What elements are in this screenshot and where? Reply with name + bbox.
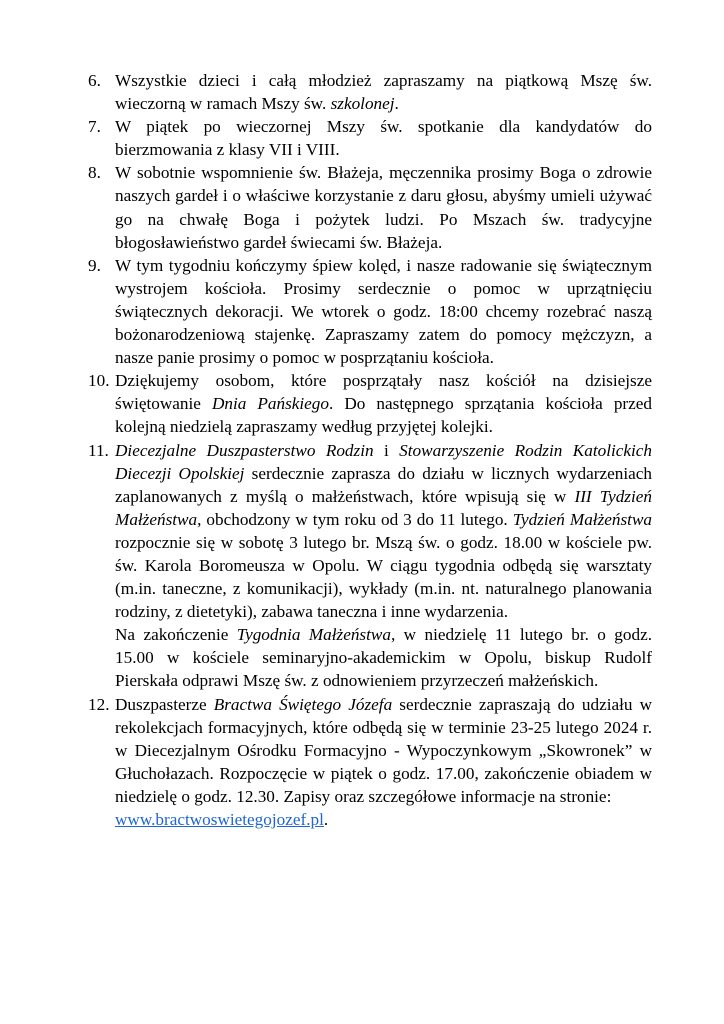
paragraph — [115, 254, 652, 369]
text-run: . Do następnego sprzątania kościoła przed kolejną niedzielą zapraszamy według przyjętej kolejki. — [115, 394, 652, 437]
text-run: W piątek po wieczornej Mszy św. spotkanie dla kandydatów do bierzmowania z klasy VII i VIII. — [115, 117, 652, 160]
text-run: i — [373, 440, 400, 460]
italic-text-run: Stowarzyszenie Rodzin Katolickich Diecezji Opolskiej — [115, 440, 652, 483]
list-number: 7. — [88, 117, 101, 137]
text-run: , w niedzielę 11 lutego br. o godz. 15.00 w kościele seminaryjno-akademickim w Opolu, biskup Rudolf Pierskała odprawi Mszę św. z odnowieniem przyrzeczeń małżeńskich. — [115, 625, 653, 691]
text-run: , obchodzony w tym roku od 3 do 11 lutego. — [197, 509, 513, 529]
paragraph — [115, 439, 652, 624]
paragraph — [115, 808, 652, 831]
text-run: Dziękujemy osobom, które posprzątały nasz kościół na dzisiejsze świętowanie — [115, 371, 652, 414]
list-number: 11. — [88, 440, 109, 460]
list-item — [88, 115, 652, 161]
text-run: serdecznie zaprasza do działu w licznych wydarzeniach zaplanowanych z myślą o małżeństwach, które wpisują się w — [115, 463, 652, 506]
italic-text-run: Diecezjalne Duszpasterstwo Rodzin — [115, 440, 374, 460]
website-link[interactable]: www.bractwoswietegojozef.pl — [115, 810, 324, 829]
paragraph — [115, 623, 652, 692]
text-run: Na zakończenie — [115, 625, 237, 645]
paragraph — [115, 115, 652, 161]
list-item — [88, 369, 652, 438]
text-run: serdecznie zapraszają do udziału w rekolekcjach formacyjnych, które odbędą się w terminie 23-25 lutego 2024 r. w Diecezjalnym Ośrodku Formacyjno - Wypoczynkowym „Skowronek” w Głuchołazach. Rozpoczęcie w piątek o godz. 17.00, zakończenie obiadem w niedzielę o godz. 12.30. Zapisy oraz szczegółowe informacje na stronie: — [115, 694, 652, 806]
list-item — [88, 254, 652, 369]
paragraph — [115, 369, 652, 438]
text-run: . — [323, 810, 329, 829]
paragraph — [115, 69, 652, 115]
text-run: rozpocznie się w sobotę 3 lutego br. Mszą św. o godz. 18.00 w kościele pw. św. Karola Boromeusza w Opolu. W ciągu tygodnia odbędą się warsztaty (m.in. taneczne, z komunikacji), wykłady (m.in. nt. naturalnego planowania rodziny, z dietetyki), zabawa taneczna i inne wydarzenia. — [115, 532, 652, 622]
text-run: W sobotnie wspomnienie św. Błażeja, męczennika prosimy Boga o zdrowie naszych gardeł i o właściwe korzystanie z daru głosu, abyśmy umieli używać go na chwałę Boga i pożytek ludzi. Po Mszach św. tradycyjne błogosławieństwo gardeł świecami św. Błażeja. — [115, 163, 652, 252]
list-number: 8. — [88, 163, 101, 183]
paragraph — [115, 693, 652, 808]
list-number: 9. — [88, 255, 101, 275]
announcement-list — [88, 69, 652, 831]
text-run: . — [394, 94, 399, 114]
list-item — [88, 69, 652, 115]
list-number: 10. — [88, 371, 110, 391]
text-run: W tym tygodniu kończymy śpiew kolęd, i nasze radowanie się świątecznym wystrojem kościoła. Prosimy serdecznie o pomoc w uprzątnięciu świątecznych dekoracji. We wtorek o godz. 18:00 chcemy rozebrać naszą bożonarodzeniową stajenkę. Zapraszamy zatem do pomocy mężczyzn, a nasze panie prosimy o pomoc w posprzątaniu kościoła. — [115, 255, 652, 368]
italic-text-run: III Tydzień Małżeństwa — [115, 486, 652, 529]
list-number: 12. — [88, 694, 110, 714]
text-run: Wszystkie dzieci i całą młodzież zapraszamy na piątkową Mszę św. wieczorną w ramach Mszy św. — [115, 71, 652, 114]
italic-text-run: Tydzień Małżeństwa — [512, 509, 652, 529]
list-item — [88, 161, 652, 253]
italic-text-run: szkolonej — [330, 94, 395, 114]
italic-text-run: Tygodnia Małżeństwa — [236, 625, 391, 645]
list-number: 6. — [88, 71, 101, 90]
paragraph — [115, 161, 652, 253]
text-run: Duszpasterze — [115, 694, 214, 714]
list-item — [88, 439, 652, 693]
list-item — [88, 693, 652, 832]
italic-text-run: Bractwa Świętego Józefa — [213, 694, 393, 714]
italic-text-run: Dnia Pańskiego — [211, 394, 329, 414]
